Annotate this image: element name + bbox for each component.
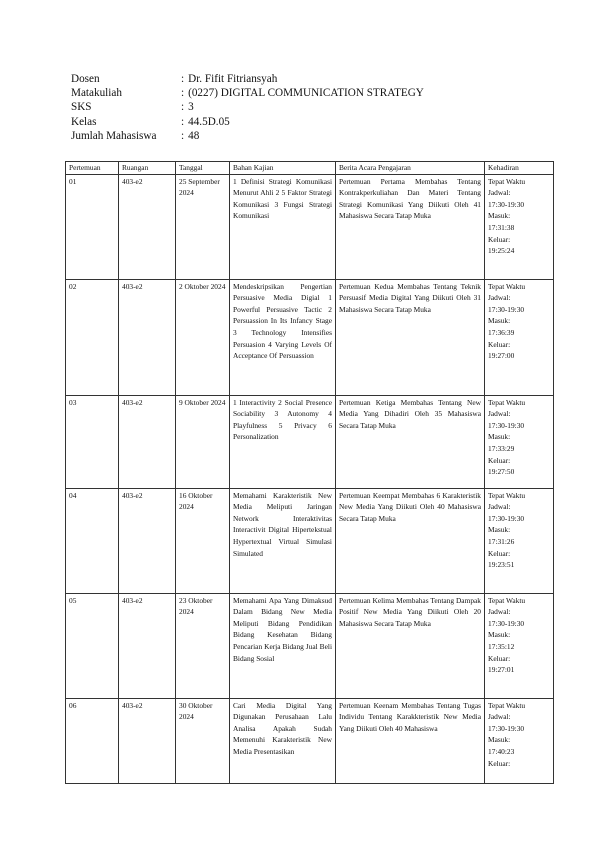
kehadiran-keluar-value: 19:27:50	[488, 467, 515, 477]
kehadiran-masuk-label: Masuk:	[488, 630, 511, 640]
cell-ruangan: 403-e2	[119, 395, 176, 488]
kehadiran-jadwal-value: 17:30-19:30	[488, 513, 525, 523]
kehadiran-masuk-label: Masuk:	[488, 211, 511, 221]
info-label: Jumlah Mahasiswa	[71, 129, 157, 142]
column-header-tanggal: Tanggal	[176, 162, 230, 175]
info-label: SKS	[71, 101, 92, 114]
table-row	[66, 698, 554, 783]
cell-ruangan: 403-e2	[119, 593, 176, 698]
cell-ruangan: 403-e2	[119, 488, 176, 593]
info-label: Dosen	[71, 73, 100, 85]
kehadiran-jadwal-label: Jadwal:	[488, 293, 511, 303]
cell-berita-acara: Pertemuan Keempat Membahas 6 Karakteristik New Media Yang Diikuti Oleh 40 Mahasiswa Secara Tatap Muka	[336, 488, 485, 593]
kehadiran-masuk-label: Masuk:	[488, 432, 511, 442]
cell-ruangan: 403-e2	[119, 279, 176, 395]
kehadiran-jadwal-value: 17:30-19:30	[488, 723, 525, 733]
info-row-kelas	[71, 115, 424, 129]
info-row-matakuliah	[71, 86, 424, 100]
kehadiran-keluar-value: 19:27:00	[488, 351, 515, 361]
kehadiran-masuk-value: 17:36:39	[488, 327, 515, 337]
cell-bahan-kajian: 1 Interactivity 2 Social Presence Sociability 3 Autonomy 4 Playfulness 5 Privacy 6 Personalization	[230, 395, 336, 488]
column-header-bahan-kajian: Bahan Kajian	[230, 162, 336, 175]
kehadiran-keluar-label: Keluar:	[488, 455, 511, 465]
cell-pertemuan: 04	[66, 488, 119, 593]
kehadiran-keluar-value: 19:25:24	[488, 246, 515, 256]
table-row	[66, 279, 554, 395]
table-row	[66, 174, 554, 279]
info-label: Kelas	[71, 115, 97, 128]
cell-tanggal: 23 Oktober 2024	[176, 593, 230, 698]
kehadiran-jadwal-label: Jadwal:	[488, 712, 511, 722]
cell-kehadiran	[485, 395, 554, 488]
info-row-jumlah-mahasiswa	[71, 129, 424, 143]
cell-kehadiran	[485, 279, 554, 395]
kehadiran-status: Tepat Waktu	[488, 397, 526, 407]
kehadiran-keluar-label: Keluar:	[488, 758, 511, 768]
cell-kehadiran	[485, 488, 554, 593]
column-header-berita-acara: Berita Acara Pengajaran	[336, 162, 485, 175]
kehadiran-jadwal-value: 17:30-19:30	[488, 199, 525, 209]
table-row	[66, 395, 554, 488]
kehadiran-keluar-label: Keluar:	[488, 548, 511, 558]
cell-berita-acara: Pertemuan Keenam Membahas Tentang Tugas Individu Tentang Karakkteristik New Media Yang Diikuti Oleh 40 Mahasiswa	[336, 698, 485, 783]
cell-bahan-kajian: 1 Definisi Strategi Komunikasi Menurut Ahli 2 5 Faktor Strategi Komunikasi 3 Fungsi Strategi Komunikasi	[230, 174, 336, 279]
info-row-dosen	[71, 72, 424, 86]
kehadiran-jadwal-value: 17:30-19:30	[488, 618, 525, 628]
cell-tanggal: 25 September 2024	[176, 174, 230, 279]
info-value-matakuliah: (0227) DIGITAL COMMUNICATION STRATEGY	[188, 87, 424, 100]
kehadiran-masuk-value: 17:31:26	[488, 536, 515, 546]
info-value-sks: 3	[188, 101, 194, 114]
info-separator: :	[181, 73, 185, 85]
table-header-row	[66, 162, 554, 175]
info-value-dosen: Dr. Fifit Fitriansyah	[188, 73, 278, 85]
cell-kehadiran	[485, 174, 554, 279]
cell-ruangan: 403-e2	[119, 174, 176, 279]
cell-ruangan: 403-e2	[119, 698, 176, 783]
cell-tanggal: 16 Oktober 2024	[176, 488, 230, 593]
kehadiran-status: Tepat Waktu	[488, 595, 526, 605]
table-row	[66, 593, 554, 698]
course-info	[71, 72, 424, 143]
cell-bahan-kajian: Cari Media Digital Yang Digunakan Perusahaan Lalu Analisa Apakah Sudah Memenuhi Karakteristik New Media Presentasikan	[230, 698, 336, 783]
attendance-log-table	[65, 161, 554, 784]
kehadiran-jadwal-label: Jadwal:	[488, 409, 511, 419]
info-separator: :	[181, 129, 185, 142]
cell-bahan-kajian: Memahami Apa Yang Dimaksud Dalam Bidang New Media Meliputi Bidang Pendidikan Bidang Kesehatan Bidang Pencarian Kerja Bidang Jual Beli Bidang Sosial	[230, 593, 336, 698]
cell-kehadiran	[485, 698, 554, 783]
cell-pertemuan: 03	[66, 395, 119, 488]
kehadiran-masuk-value: 17:33:29	[488, 443, 515, 453]
cell-berita-acara: Pertemuan Ketiga Membahas Tentang New Media Yang Dihadiri Oleh 35 Mahasiswa Secara Tatap Muka	[336, 395, 485, 488]
kehadiran-keluar-value: 19:23:51	[488, 560, 515, 570]
cell-pertemuan: 05	[66, 593, 119, 698]
cell-pertemuan: 02	[66, 279, 119, 395]
table-row	[66, 488, 554, 593]
kehadiran-status: Tepat Waktu	[488, 176, 526, 186]
kehadiran-jadwal-label: Jadwal:	[488, 188, 511, 198]
kehadiran-status: Tepat Waktu	[488, 281, 526, 291]
kehadiran-keluar-label: Keluar:	[488, 234, 511, 244]
info-value-jumlah-mahasiswa: 48	[188, 129, 200, 142]
kehadiran-jadwal-label: Jadwal:	[488, 502, 511, 512]
info-separator: :	[181, 87, 185, 100]
kehadiran-masuk-value: 17:31:38	[488, 222, 515, 232]
kehadiran-masuk-label: Masuk:	[488, 525, 511, 535]
cell-berita-acara: Pertemuan Kedua Membahas Tentang Teknik Persuasif Media Digital Yang Diikuti Oleh 31 Mahasiswa Secara Tatap Muka	[336, 279, 485, 395]
kehadiran-jadwal-label: Jadwal:	[488, 607, 511, 617]
cell-berita-acara: Pertemuan Pertama Membahas Tentang Kontrakperkuliahan Dan Materi Tentang Strategi Komunikasi Yang Diikuti Oleh 41 Mahasiswa Secara Tatap Muka	[336, 174, 485, 279]
info-separator: :	[181, 101, 185, 114]
column-header-kehadiran: Kehadiran	[485, 162, 554, 175]
cell-tanggal: 2 Oktober 2024	[176, 279, 230, 395]
kehadiran-keluar-value: 19:27:01	[488, 665, 515, 675]
column-header-pertemuan: Pertemuan	[66, 162, 119, 175]
cell-kehadiran	[485, 593, 554, 698]
column-header-ruangan: Ruangan	[119, 162, 176, 175]
info-value-kelas: 44.5D.05	[188, 115, 230, 128]
cell-pertemuan: 06	[66, 698, 119, 783]
info-label: Matakuliah	[71, 87, 122, 100]
kehadiran-keluar-label: Keluar:	[488, 653, 511, 663]
cell-tanggal: 30 Oktober 2024	[176, 698, 230, 783]
cell-pertemuan: 01	[66, 174, 119, 279]
cell-berita-acara: Pertemuan Kelima Membahas Tentang Dampak Positif New Media Yang Diikuti Oleh 20 Mahasiswa Secara Tatap Muka	[336, 593, 485, 698]
cell-tanggal: 9 Oktober 2024	[176, 395, 230, 488]
kehadiran-masuk-label: Masuk:	[488, 316, 511, 326]
kehadiran-status: Tepat Waktu	[488, 700, 526, 710]
kehadiran-masuk-value: 17:35:12	[488, 641, 515, 651]
kehadiran-jadwal-value: 17:30-19:30	[488, 304, 525, 314]
info-row-sks	[71, 100, 424, 114]
kehadiran-status: Tepat Waktu	[488, 490, 526, 500]
cell-bahan-kajian: Mendeskripsikan Pengertian Persuasive Media Digial 1 Powerful Persuasive Tactic 2 Persuassion In Its Infancy Stage 3 Technology Intensifies Persuasion 4 Varying Levels Of Acceptance Of Persuassion	[230, 279, 336, 395]
kehadiran-masuk-label: Masuk:	[488, 735, 511, 745]
info-separator: :	[181, 115, 185, 128]
kehadiran-keluar-label: Keluar:	[488, 339, 511, 349]
kehadiran-jadwal-value: 17:30-19:30	[488, 420, 525, 430]
cell-bahan-kajian: Memahami Karakteristik New Media Meliputi Jaringan Network Interaktivitas Interactivit Digital Hipertekstual Hypertextual Virtual Simulasi Simulated	[230, 488, 336, 593]
kehadiran-masuk-value: 17:40:23	[488, 746, 515, 756]
